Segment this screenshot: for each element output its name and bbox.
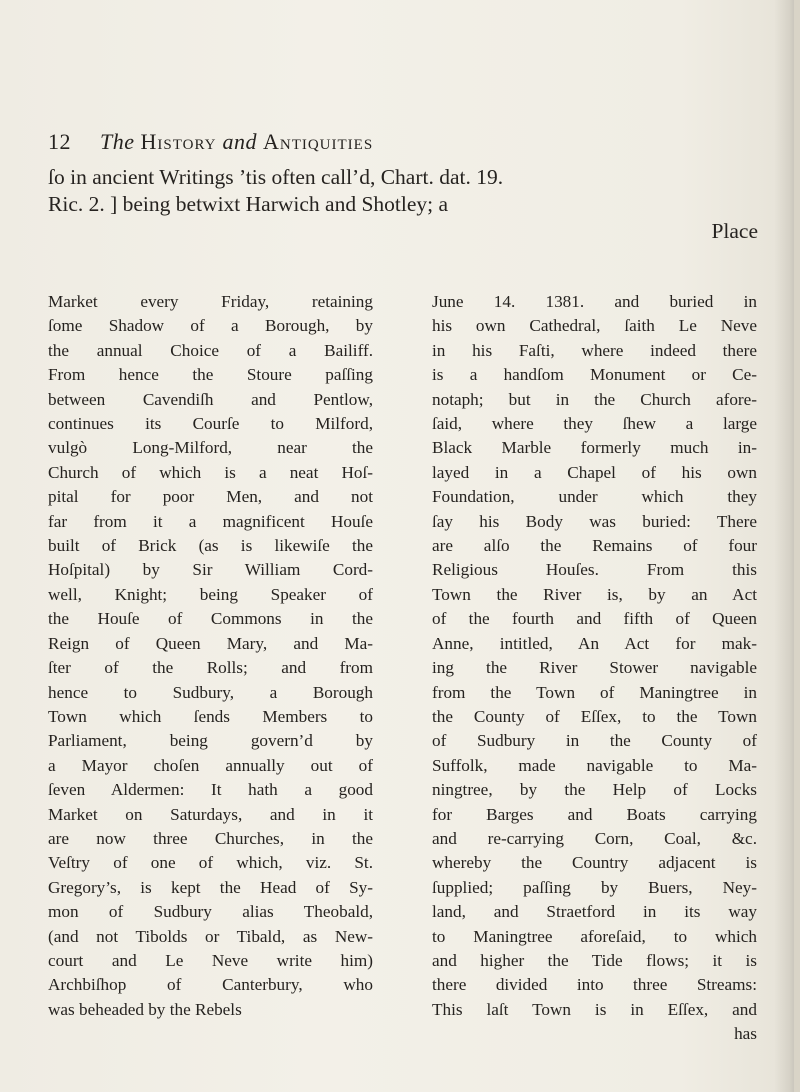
- text-line: of Sudbury in the County of: [432, 731, 757, 751]
- page-edge-strip: [794, 0, 800, 1092]
- text-line: notaph; but in the Church afore-: [432, 389, 757, 409]
- text-line: June 14. 1381. and buried in: [432, 292, 757, 311]
- text-line: far from it a magnificent Houſe: [48, 511, 373, 531]
- text-line: Parliament, being govern’d by: [48, 731, 373, 751]
- text-line: Reign of Queen Mary, and Ma-: [48, 633, 373, 653]
- text-line: his own Cathedral, ſaith Le Neve: [432, 316, 757, 336]
- text-line: Gregory’s, is kept the Head of Sy-: [48, 877, 373, 897]
- text-line: land, and Straetford in its way: [432, 902, 757, 922]
- text-line: the County of Eſſex, to the Town: [432, 706, 757, 726]
- text-line: Town the River is, by an Act: [432, 584, 757, 604]
- text-line: hence to Sudbury, a Borough: [48, 682, 373, 702]
- text-line: From hence the Stoure paſſing: [48, 365, 373, 385]
- text-line: ing the River Stower navigable: [432, 658, 757, 678]
- text-line: Foundation, under which they: [432, 487, 757, 507]
- text-line: and higher the Tide flows; it is: [432, 950, 757, 970]
- text-line: ſay his Body was buried: There: [432, 511, 757, 531]
- text-line: and re-carrying Corn, Coal, &c.: [432, 828, 757, 848]
- text-line: from the Town of Maningtree in: [432, 682, 757, 702]
- text-line: is a handſom Monument or Ce-: [432, 365, 757, 385]
- text-line: ſter of the Rolls; and from: [48, 658, 373, 678]
- text-line: Anne, intitled, An Act for mak-: [432, 633, 757, 653]
- header-word-and: and: [222, 129, 257, 154]
- text-line: are now three Churches, in the: [48, 828, 373, 848]
- text-line: the annual Choice of a Bailiff.: [48, 340, 373, 360]
- text-line: continues its Courſe to Milford,: [48, 414, 373, 434]
- text-line: vulgò Long-Milford, near the: [48, 438, 373, 458]
- text-line: ſome Shadow of a Borough, by: [48, 316, 373, 336]
- page-number: 12: [48, 129, 71, 154]
- lead-line: ſo in ancient Writings ’tis often call’d, Chart. dat. 19.: [48, 165, 504, 189]
- text-line: well, Knight; being Speaker of: [48, 584, 373, 604]
- header-word-antiquities: Antiquities: [262, 129, 374, 154]
- text-line: pital for poor Men, and not: [48, 487, 373, 507]
- text-line: This laſt Town is in Eſſex, and: [432, 999, 757, 1019]
- text-line: Suffolk, made navigable to Ma-: [432, 755, 757, 775]
- text-line: (and not Tibolds or Tibald, as New-: [48, 926, 373, 946]
- text-line: whereby the Country adjacent is: [432, 853, 757, 873]
- catchword: Place: [711, 219, 758, 243]
- text-line: court and Le Neve write him): [48, 950, 373, 970]
- lead-line: Ric. 2. ] being betwixt Harwich and Shotley; a: [48, 192, 449, 216]
- left-column: [48, 290, 373, 1022]
- text-line: mon of Sudbury alias Theobald,: [48, 902, 373, 922]
- text-line: ſaid, where they ſhew a large: [432, 414, 757, 434]
- text-line: a Mayor choſen annually out of: [48, 755, 373, 775]
- text-line: Market on Saturdays, and in it: [48, 804, 373, 824]
- right-column: [432, 290, 757, 1047]
- text-line: in his Faſti, where indeed there: [432, 340, 757, 360]
- text-line: ſeven Aldermen: It hath a good: [48, 780, 373, 800]
- text-line: the Houſe of Commons in the: [48, 609, 373, 629]
- text-line: Market every Friday, retaining: [48, 292, 373, 311]
- text-line: are alſo the Remains of four: [432, 536, 757, 556]
- text-line: Church of which is a neat Hoſ-: [48, 462, 373, 482]
- text-line: Archbiſhop of Canterbury, who: [48, 975, 373, 995]
- text-line: for Barges and Boats carrying: [432, 804, 757, 824]
- lead-paragraph: [48, 164, 758, 245]
- text-line: Black Marble formerly much in-: [432, 438, 757, 458]
- text-line: Town which ſends Members to: [48, 706, 373, 726]
- running-header: [48, 128, 758, 156]
- text-line: between Cavendiſh and Pentlow,: [48, 389, 373, 409]
- text-line: has: [734, 1024, 757, 1044]
- text-line: ſupplied; paſſing by Buers, Ney-: [432, 877, 757, 897]
- text-line: to Maningtree aforeſaid, to which: [432, 926, 757, 946]
- text-line: there divided into three Streams:: [432, 975, 757, 995]
- text-line: ningtree, by the Help of Locks: [432, 780, 757, 800]
- text-line: was beheaded by the Rebels: [48, 999, 242, 1019]
- text-line: Religious Houſes. From this: [432, 560, 757, 580]
- header-word-history: History: [140, 129, 217, 154]
- text-line: of the fourth and fifth of Queen: [432, 609, 757, 629]
- text-line: built of Brick (as is likewiſe the: [48, 536, 373, 556]
- text-line: Hoſpital) by Sir William Cord-: [48, 560, 373, 580]
- header-word-the: The: [100, 129, 135, 154]
- text-line: Veſtry of one of which, viz. St.: [48, 853, 373, 873]
- text-line: layed in a Chapel of his own: [432, 462, 757, 482]
